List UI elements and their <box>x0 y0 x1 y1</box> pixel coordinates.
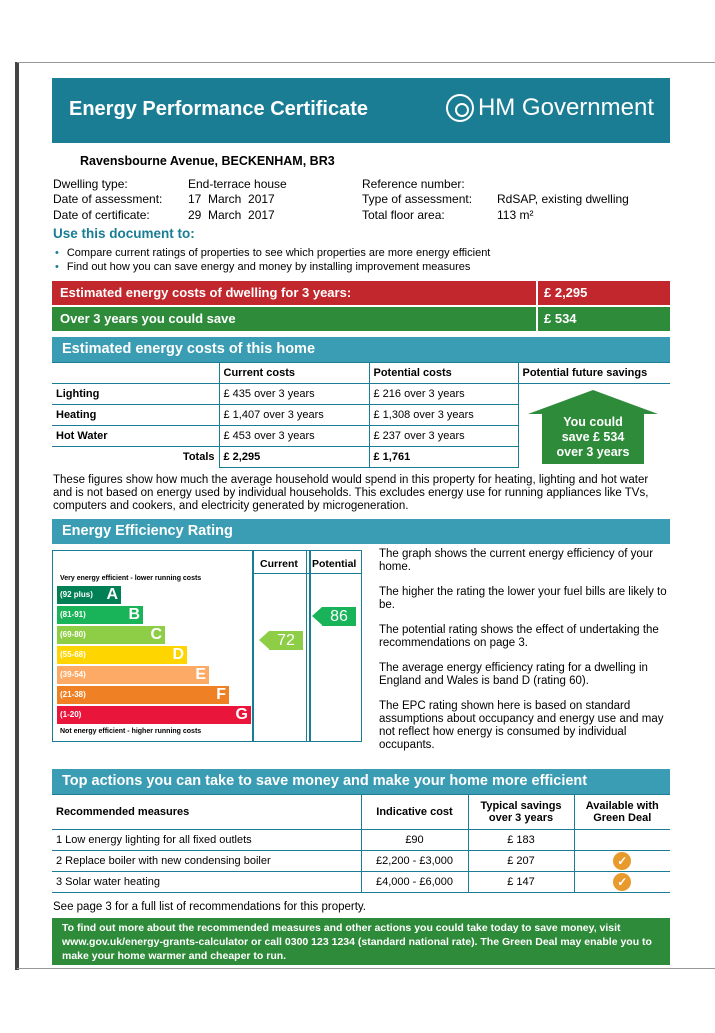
rating-paragraph: The average energy efficiency rating for a dwelling in England and Wales is band D (rating 60). <box>379 662 648 687</box>
table-header: Available with Green Deal <box>574 795 670 830</box>
estimated-costs-label: Estimated energy costs of dwelling for 3 years: <box>60 285 352 300</box>
potential-column-header: Potential <box>312 558 357 570</box>
rating-band-f <box>57 686 229 704</box>
floor-area-value: 113 m² <box>497 208 534 222</box>
cost-cell: £4,000 - £6,000 <box>361 872 468 893</box>
totals-label: Totals <box>52 447 219 468</box>
cell-potential: £ 237 over 3 years <box>369 426 518 447</box>
check-icon: ✓ <box>613 873 631 891</box>
total-potential: £ 1,761 <box>369 447 518 468</box>
green-deal-cell <box>574 872 670 893</box>
rating-band-a <box>57 586 121 604</box>
table-header-empty <box>52 363 219 384</box>
current-column-header: Current <box>260 558 298 570</box>
date-certificate-label: Date of certificate: <box>53 208 150 222</box>
page-edge-bottom <box>17 968 715 969</box>
marker-pointer <box>259 631 269 649</box>
band-range: (39-54) <box>60 670 86 679</box>
band-letter: D <box>172 646 184 663</box>
gov-logo <box>446 94 654 122</box>
rating-description <box>379 548 671 752</box>
rating-band-e <box>57 666 209 684</box>
chart-bottom-note: Not energy efficient - higher running costs <box>60 728 202 735</box>
rating-paragraph: The graph shows the current energy efficiency of your home. <box>379 548 654 573</box>
section-top-actions: Top actions you can take to save money and make your home more efficient <box>52 769 670 794</box>
use-document-title: Use this document to: <box>53 226 195 241</box>
band-letter: B <box>128 606 140 623</box>
estimated-costs-band <box>52 281 670 305</box>
section-estimated-costs: Estimated energy costs of this home <box>52 337 670 362</box>
potential-rating-value: 86 <box>322 607 356 626</box>
date-assessment-label: Date of assessment: <box>53 192 163 206</box>
save-band <box>52 307 670 331</box>
band-letter: G <box>235 706 248 723</box>
table-row <box>52 851 670 872</box>
table-header: Typical savings over 3 years <box>468 795 574 830</box>
section-energy-rating: Energy Efficiency Rating <box>52 519 670 544</box>
savings-cell: £ 147 <box>468 872 574 893</box>
band-range: (81-91) <box>60 610 86 619</box>
certificate-title: Energy Performance Certificate <box>69 98 369 120</box>
table-header: Indicative cost <box>361 795 468 830</box>
measure-cell: 3 Solar water heating <box>52 872 361 893</box>
rating-paragraph: The EPC rating shown here is based on standard assumptions about occupancy and energy use and may not reflect how energy is consumed by individual occupants. <box>379 700 664 751</box>
cost-cell: £2,200 - £3,000 <box>361 851 468 872</box>
savings-line: over 3 years <box>556 445 630 459</box>
rating-band-g <box>57 706 251 724</box>
see-page-note: See page 3 for a full list of recommendations for this property. <box>53 901 366 913</box>
total-current: £ 2,295 <box>219 447 369 468</box>
type-assessment-label: Type of assessment: <box>362 192 473 206</box>
current-rating-value: 72 <box>269 631 303 650</box>
chart-top-note: Very energy efficient - lower running costs <box>60 575 202 582</box>
property-address: Ravensbourne Avenue, BECKENHAM, BR3 <box>80 154 335 168</box>
table-header: Potential future savings <box>518 363 670 384</box>
savings-cell: £ 183 <box>468 830 574 851</box>
row-label: Lighting <box>52 384 219 405</box>
band-letter: C <box>150 626 162 643</box>
date-certificate-value: 29 March 2017 <box>188 208 275 222</box>
page-edge-top <box>17 62 715 63</box>
actions-table <box>52 794 670 893</box>
green-deal-cell <box>574 830 670 851</box>
column-divider <box>306 551 307 741</box>
table-header: Potential costs <box>369 363 518 384</box>
header-divider <box>253 573 361 574</box>
band-range: (55-68) <box>60 650 86 659</box>
reference-label: Reference number: <box>362 177 465 191</box>
table-header: Current costs <box>219 363 369 384</box>
arrow-head <box>528 390 658 414</box>
cell-current: £ 453 over 3 years <box>219 426 369 447</box>
dwelling-type-value: End-terrace house <box>188 177 287 191</box>
use-document-list <box>55 246 490 274</box>
band-range: (1-20) <box>60 710 82 719</box>
current-rating-marker <box>259 631 303 650</box>
savings-line: You could <box>563 415 623 429</box>
band-letter: A <box>106 586 118 603</box>
gov-label: HM Government <box>477 94 654 121</box>
save-label: Over 3 years you could save <box>60 311 236 326</box>
band-letter: F <box>216 686 226 703</box>
rating-paragraph: The potential rating shows the effect of undertaking the recommendations on page 3. <box>379 624 659 649</box>
column-divider <box>252 551 254 741</box>
table-row <box>52 872 670 893</box>
band-range: (69-80) <box>60 630 86 639</box>
savings-text <box>528 415 658 460</box>
rating-band-c <box>57 626 165 644</box>
measure-cell: 2 Replace boiler with new condensing boiler <box>52 851 361 872</box>
cell-current: £ 435 over 3 years <box>219 384 369 405</box>
type-assessment-value: RdSAP, existing dwelling <box>497 192 629 206</box>
dwelling-type-label: Dwelling type: <box>53 177 128 191</box>
savings-line: save £ 534 <box>561 430 625 444</box>
cell-potential: £ 216 over 3 years <box>369 384 518 405</box>
cell-potential: £ 1,308 over 3 years <box>369 405 518 426</box>
page-edge <box>15 62 19 970</box>
date-assessment-value: 17 March 2017 <box>188 192 275 206</box>
check-icon: ✓ <box>613 852 631 870</box>
rating-band-d <box>57 646 187 664</box>
rating-chart <box>52 550 362 742</box>
row-label: Hot Water <box>52 426 219 447</box>
savings-arrow <box>528 390 658 464</box>
band-range: (21-38) <box>60 690 86 699</box>
table-header: Recommended measures <box>52 795 361 830</box>
costs-note: These figures show how much the average household would spend in this property for heating, lighting and hot water and is not based on energy used by individual households. This excludes energy use for running appliances like TVs, computers and cookers, and electricity generated by microgeneration. <box>53 474 649 512</box>
certificate-header <box>52 78 670 143</box>
column-divider <box>309 551 311 741</box>
marker-pointer <box>312 607 322 625</box>
savings-cell: £ 207 <box>468 851 574 872</box>
row-label: Heating <box>52 405 219 426</box>
estimated-costs-value: £ 2,295 <box>536 281 670 305</box>
table-header-row <box>52 363 670 384</box>
save-value: £ 534 <box>536 307 670 331</box>
potential-rating-marker <box>312 607 356 626</box>
measure-cell: 1 Low energy lighting for all fixed outlets <box>52 830 361 851</box>
cell-current: £ 1,407 over 3 years <box>219 405 369 426</box>
band-letter: E <box>195 666 206 683</box>
table-row <box>52 830 670 851</box>
list-item: • Find out how you can save energy and money by installing improvement measures <box>55 260 490 274</box>
green-deal-cell <box>574 851 670 872</box>
footer-info: To find out more about the recommended measures and other actions you could take today to save money, visit www.gov.uk/energy-grants-calculator or call 0300 123 1234 (standard national rate). The Green Deal may enable you to make your home warmer and cheaper to run. <box>52 918 670 965</box>
crest-icon <box>446 94 474 122</box>
band-range: (92 plus) <box>60 590 93 599</box>
rating-paragraph: The higher the rating the lower your fuel bills are likely to be. <box>379 586 667 611</box>
floor-area-label: Total floor area: <box>362 208 445 222</box>
list-item: • Compare current ratings of properties to see which properties are more energy efficient <box>55 246 490 260</box>
table-header-row <box>52 795 670 830</box>
cost-cell: £90 <box>361 830 468 851</box>
rating-band-b <box>57 606 143 624</box>
